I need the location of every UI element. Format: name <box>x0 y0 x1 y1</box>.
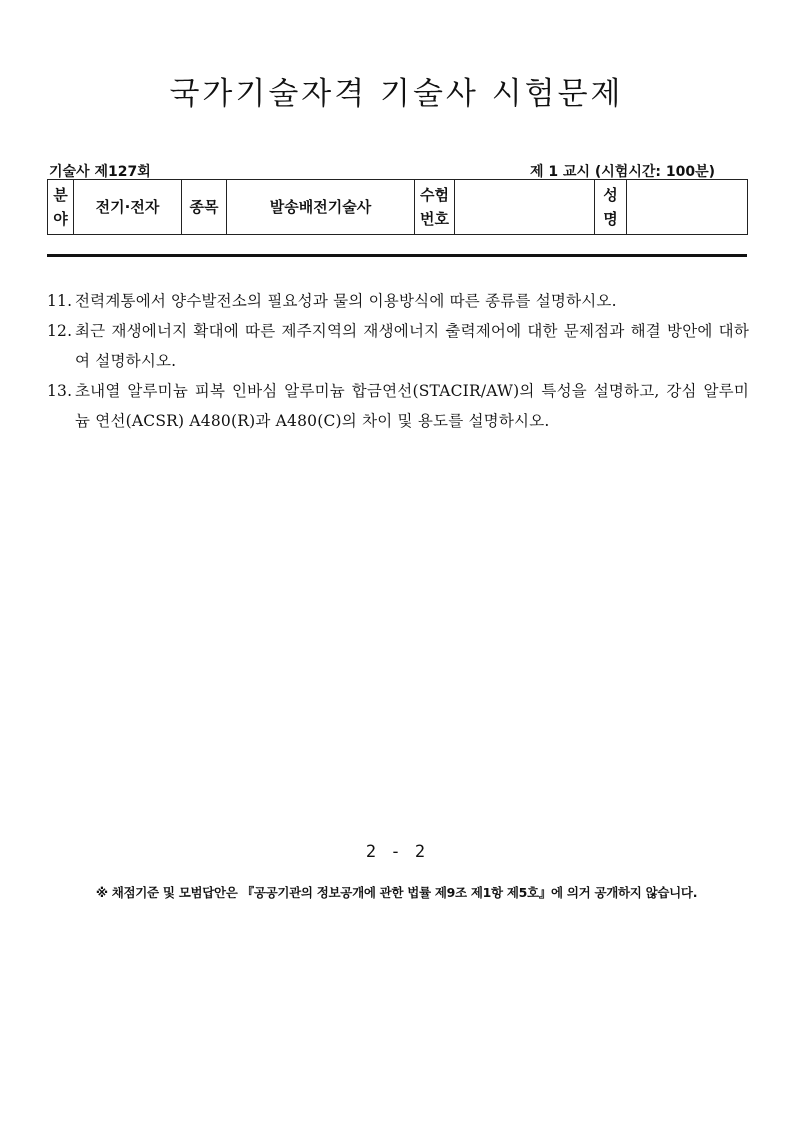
question-item <box>47 286 749 316</box>
disclosure-notice: ※ 채점기준 및 모범답안은 『공공기관의 정보공개에 관한 법률 제9조 제1항 제5호』에 의거 공개하지 않습니다. <box>95 885 698 900</box>
category-label: 종목 <box>182 180 227 235</box>
question-item <box>47 376 749 436</box>
field-value: 전기·전자 <box>74 180 182 235</box>
exam-title: 국가기술자격 기술사 시험문제 <box>169 76 624 112</box>
exam-number-field[interactable] <box>455 180 595 235</box>
header-divider <box>47 254 747 257</box>
question-number: 12. <box>47 322 73 340</box>
exam-round: 기술사 제127회 <box>49 164 151 180</box>
field-label: 분 야 <box>48 180 74 235</box>
question-number: 11. <box>47 292 73 310</box>
exam-number-label: 수험 번호 <box>415 180 455 235</box>
exam-session: 제 1 교시 (시험시간: 100분) <box>529 164 715 180</box>
question-text: 최근 재생에너지 확대에 따른 제주지역의 재생에너지 출력제어에 대한 문제점과 해결 방안에 대하여 설명하시오. <box>75 322 749 370</box>
name-field[interactable] <box>627 180 748 235</box>
category-value: 발송배전기술사 <box>227 180 415 235</box>
exam-info-table <box>47 179 748 235</box>
page-number: 2 - 2 <box>365 842 428 862</box>
question-text: 전력계통에서 양수발전소의 필요성과 물의 이용방식에 따른 종류를 설명하시오. <box>75 292 617 310</box>
name-label: 성 명 <box>595 180 627 235</box>
question-list <box>47 286 749 436</box>
question-text: 초내열 알루미늄 피복 인바심 알루미늄 합금연선(STACIR/AW)의 특성을 설명하고, 강심 알루미늄 연선(ACSR) A480(R)과 A480(C)의 차이 및 용도를 설명하시오. <box>75 382 749 430</box>
question-number: 13. <box>47 382 73 400</box>
question-item <box>47 316 749 376</box>
